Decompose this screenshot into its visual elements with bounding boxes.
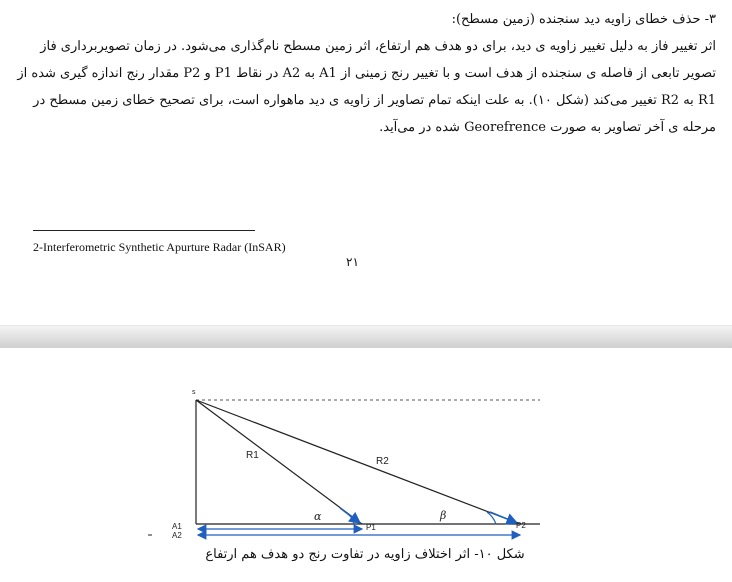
section-heading: ۳- حذف خطای زاویه دید سنجنده (زمین مسطح):: [451, 12, 716, 27]
r2-label: R2: [376, 456, 389, 467]
r2-line: [196, 400, 520, 524]
a2-label: A2: [172, 531, 182, 540]
r2-arrow: [490, 512, 517, 523]
figure-caption: شکل ۱۰- اثر اختلاف زاویه در تفاوت رنج دو هدف هم ارتفاع: [205, 547, 525, 562]
footnote: 2-Interferometric Synthetic Apurture Radar (InSAR): [33, 240, 286, 254]
page-separator: [0, 325, 732, 349]
alpha-label: α: [314, 510, 322, 523]
body-paragraph: اثر تغییر فاز به دلیل تغییر زاویه ی دید، برای دو هدف هم ارتفاع، اثر زمین مسطح نام‌گذاری می‌شود. در زمان تصویربرداری فاز تصویر تابعی از فاصله ی سنجنده از هدف است و با تغییر رنج زمینی از A1 به A2 در نقاط P1 و P2 مقدار رنج اندازه گیری شده از R1 به R2 تغییر می‌کند (شکل ۱۰). به علت اینکه تمام تصاویر از زاویه ی دید ماهواره است، برای تصحیح خطای زمین مسطح در مرحله ی آخر تصاویر به صورت Georefrence شده در می‌آید.: [17, 39, 716, 135]
r1-label: R1: [246, 450, 259, 461]
s-label: s: [192, 389, 196, 396]
footnote-rule: [33, 230, 255, 231]
p1-label: P1: [366, 523, 376, 532]
page-number: ۲۱: [346, 255, 359, 269]
r1-line: [196, 400, 362, 524]
a1-label: A1: [172, 522, 182, 531]
p2-label: P2: [516, 521, 526, 530]
beta-label: β: [440, 509, 447, 522]
